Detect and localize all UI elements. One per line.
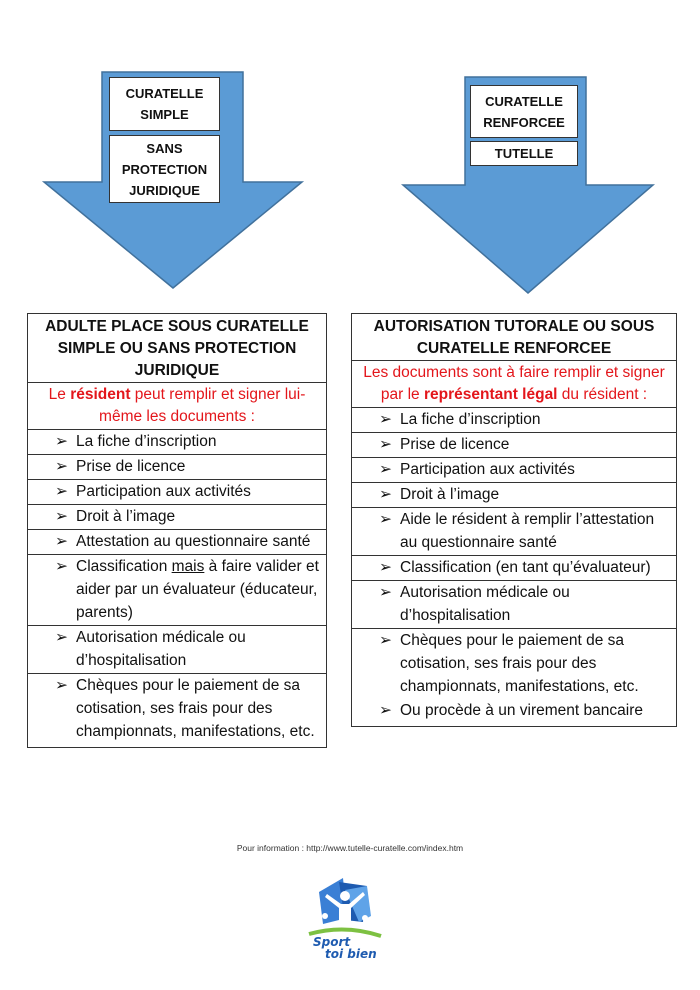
list-item: ➢ Classification (en tant qu’évaluateur) [352,556,676,581]
arrow-bullet-icon: ➢ [379,411,392,428]
label-tutelle: TUTELLE [470,141,578,166]
svg-text:toi bien: toi bien [325,947,377,961]
arrow-bullet-icon: ➢ [55,533,68,550]
right-table-note: Les documents sont à faire remplir et signer par le représentant légal du résident : [352,361,676,408]
sport-toi-bien-logo [305,872,385,962]
list-item: ➢ Prise de licence [28,455,326,480]
arrow-bullet-icon: ➢ [379,436,392,453]
arrow-bullet-icon: ➢ [55,483,68,500]
arrow-bullet-icon: ➢ [55,458,68,475]
arrow-bullet-icon: ➢ [55,433,68,450]
arrow-bullet-icon: ➢ [379,486,392,503]
right-table-title: AUTORISATION TUTORALE OU SOUS CURATELLE RENFORCEE [352,314,676,361]
label-curatelle-simple: CURATELLE SIMPLE [109,77,220,131]
list-item: ➢ Droit à l’image [352,483,676,508]
arrow-bullet-icon: ➢ [379,702,392,719]
arrow-bullet-icon: ➢ [55,629,68,646]
right-table [351,313,677,727]
list-item: ➢ La fiche d’inscription [352,408,676,433]
list-item: ➢ Chèques pour le paiement de sa cotisation, ses frais pour des championnats, manifestations, etc. [352,629,676,699]
left-table [27,313,327,748]
arrow-bullet-icon: ➢ [55,677,68,694]
list-item: ➢ Droit à l’image [28,505,326,530]
list-item: ➢ La fiche d’inscription [28,430,326,455]
arrow-bullet-icon: ➢ [379,632,392,649]
list-item: ➢ Autorisation médicale ou d’hospitalisation [28,626,326,674]
arrow-bullet-icon: ➢ [379,584,392,601]
arrow-bullet-icon: ➢ [379,461,392,478]
arrow-bullet-icon: ➢ [379,559,392,576]
arrow-bullet-icon: ➢ [55,508,68,525]
footer-info: Pour information : http://www.tutelle-curatelle.com/index.htm [236,843,464,853]
list-item: ➢ Participation aux activités [28,480,326,505]
svg-text:Sport: Sport [313,935,351,949]
list-item [28,555,326,626]
list-item: ➢ Attestation au questionnaire santé [28,530,326,555]
left-table-title: ADULTE PLACE SOUS CURATELLE SIMPLE OU SANS PROTECTION JURIDIQUE [28,314,326,383]
classification-item: Classification mais à faire valider et aider par un évaluateur (éducateur, parents) [76,558,319,621]
left-table-note: Le résident peut remplir et signer lui-même les documents : [28,383,326,430]
label-curatelle-renforcee: CURATELLE RENFORCEE [470,85,578,138]
list-item: ➢ Ou procède à un virement bancaire [352,699,676,726]
arrow-bullet-icon: ➢ [379,511,392,528]
arrow-bullet-icon: ➢ [55,558,68,575]
list-item: ➢ Participation aux activités [352,458,676,483]
list-item: ➢ Autorisation médicale ou d’hospitalisation [352,581,676,629]
list-item: ➢ Prise de licence [352,433,676,458]
label-sans-protection: SANS PROTECTION JURIDIQUE [109,135,220,203]
list-item: ➢ Aide le résident à remplir l’attestation au questionnaire santé [352,508,676,556]
list-item: ➢ Chèques pour le paiement de sa cotisation, ses frais pour des championnats, manifestations, etc. [28,674,326,747]
